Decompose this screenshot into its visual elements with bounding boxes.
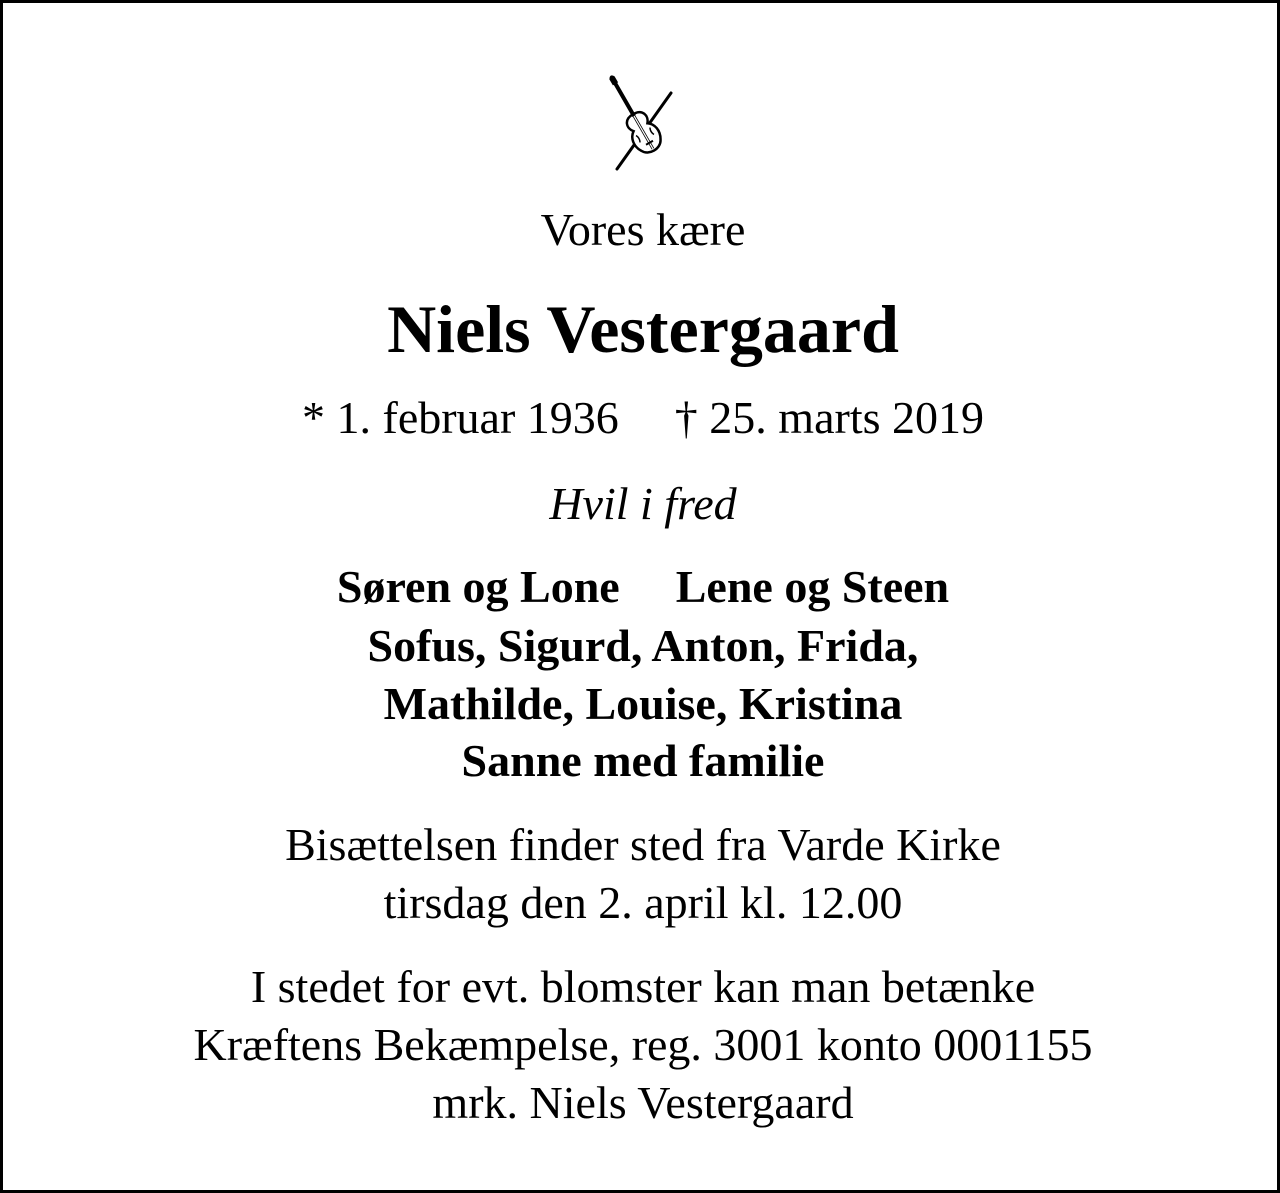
deceased-name: Niels Vestergaard xyxy=(387,291,899,367)
service-line-1: Bisættelsen finder sted fra Varde Kirke xyxy=(285,819,1001,870)
life-dates xyxy=(3,392,1280,443)
family-line-4: Sanne med familie xyxy=(461,735,825,786)
donation-line-1: I stedet for evt. blomster kan man betænke xyxy=(250,961,1036,1012)
rip-text: Hvil i fred xyxy=(549,478,737,529)
violin-icon xyxy=(601,63,685,175)
intro-text: Vores kære xyxy=(540,204,746,255)
death-date: † 25. marts 2019 xyxy=(674,392,984,443)
family-line-2: Sofus, Sigurd, Anton, Frida, xyxy=(367,620,919,671)
family-line-1 xyxy=(3,561,1280,612)
family-group-1: Søren og Lone xyxy=(336,561,620,612)
donation-line-2: Kræftens Bekæmpelse, reg. 3001 konto 0001155 xyxy=(193,1019,1093,1070)
donation-line-3: mrk. Niels Vestergaard xyxy=(432,1077,854,1128)
family-line-3: Mathilde, Louise, Kristina xyxy=(383,678,903,729)
service-line-2: tirsdag den 2. april kl. 12.00 xyxy=(383,877,903,928)
family-group-2: Lene og Steen xyxy=(675,561,950,612)
birth-date: * 1. februar 1936 xyxy=(302,392,619,443)
